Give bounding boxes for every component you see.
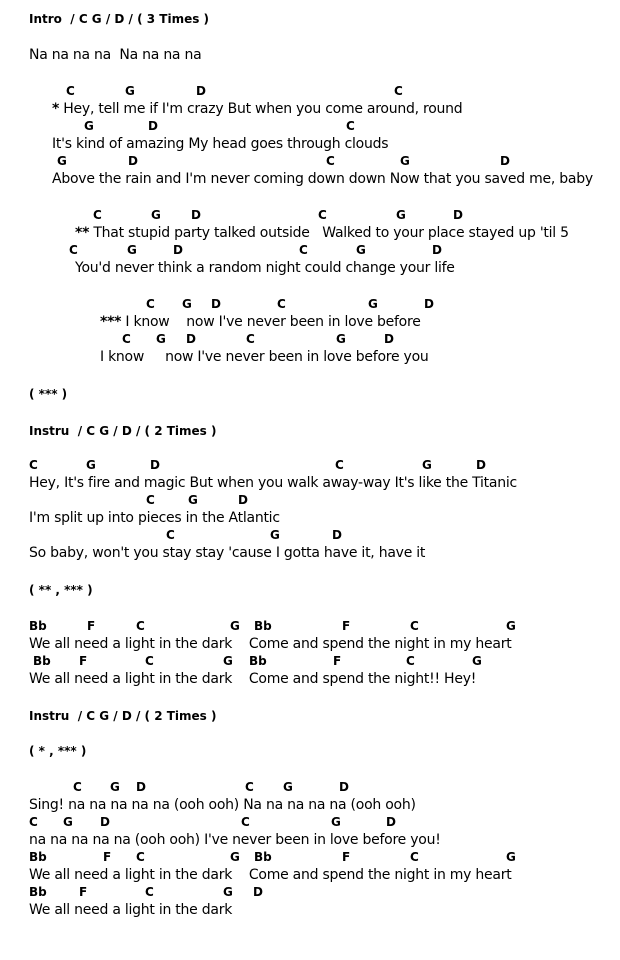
chord: D bbox=[128, 154, 138, 168]
chord: G bbox=[127, 243, 137, 257]
intro-header bbox=[29, 13, 209, 25]
chord: F bbox=[342, 619, 351, 633]
chord: C bbox=[66, 84, 75, 98]
chord: F bbox=[103, 850, 112, 864]
instru-label: Instru bbox=[29, 424, 70, 438]
chord-row bbox=[0, 886, 620, 900]
chord: D bbox=[386, 815, 396, 829]
chord: D bbox=[432, 243, 442, 257]
chord: C bbox=[277, 297, 286, 311]
chord-row bbox=[0, 209, 620, 223]
chord: C bbox=[146, 297, 155, 311]
chord: Bb bbox=[249, 654, 267, 668]
chord: D bbox=[384, 332, 394, 346]
repeat-marker: ( * , *** ) bbox=[29, 744, 87, 758]
chord: C bbox=[29, 458, 38, 472]
chord-row bbox=[0, 244, 620, 258]
chord: D bbox=[191, 208, 201, 222]
chord: D bbox=[196, 84, 206, 98]
lyric-line: We all need a light in the dark bbox=[29, 902, 233, 918]
chord: G bbox=[368, 297, 378, 311]
chord: G bbox=[84, 119, 94, 133]
chord: Bb bbox=[33, 654, 51, 668]
instru-pattern: / C G / D / ( 2 Times ) bbox=[77, 709, 217, 723]
chord: D bbox=[100, 815, 110, 829]
lyric-line: We all need a light in the dark Come and spend the night!! Hey! bbox=[29, 671, 477, 687]
lyric-line: Sing! na na na na na (ooh ooh) Na na na na na (ooh ooh) bbox=[29, 797, 416, 813]
chord-row bbox=[0, 298, 620, 312]
lyric-line: Above the rain and I'm never coming down down Now that you saved me, baby bbox=[52, 171, 593, 187]
lyric-line: It's kind of amazing My head goes through clouds bbox=[52, 136, 389, 152]
chord: G bbox=[151, 208, 161, 222]
chord: C bbox=[136, 619, 145, 633]
chord-row bbox=[0, 155, 620, 169]
lyric-text: I know now I've never been in love before bbox=[121, 314, 421, 330]
lyric-line: I'm split up into pieces in the Atlantic bbox=[29, 510, 280, 526]
chord: G bbox=[86, 458, 96, 472]
chord: G bbox=[506, 850, 516, 864]
chord: G bbox=[506, 619, 516, 633]
chord: C bbox=[335, 458, 344, 472]
lyric-line bbox=[75, 226, 569, 240]
chord: D bbox=[339, 780, 349, 794]
chord: C bbox=[166, 528, 175, 542]
instru-header bbox=[29, 710, 217, 722]
section-marker: ** bbox=[75, 225, 90, 241]
chord: C bbox=[145, 654, 154, 668]
chord: D bbox=[500, 154, 510, 168]
lyric-line: We all need a light in the dark Come and spend the night in my heart bbox=[29, 636, 512, 652]
chord: C bbox=[93, 208, 102, 222]
lyric-text: That stupid party talked outside Walked to your place stayed up 'til 5 bbox=[89, 225, 569, 241]
chord: G bbox=[270, 528, 280, 542]
chord-row bbox=[0, 781, 620, 795]
chord: G bbox=[182, 297, 192, 311]
lyric-line: na na na na na (ooh ooh) I've never been in love before you! bbox=[29, 832, 441, 848]
chord-row bbox=[0, 529, 620, 543]
chord: D bbox=[253, 885, 263, 899]
chord: C bbox=[246, 332, 255, 346]
section-marker: *** bbox=[100, 314, 122, 330]
chord: F bbox=[342, 850, 351, 864]
chord: D bbox=[186, 332, 196, 346]
lyric-line: Hey, It's fire and magic But when you walk away-way It's like the Titanic bbox=[29, 475, 517, 491]
lyric-line bbox=[100, 315, 421, 329]
chord: G bbox=[57, 154, 67, 168]
na-line: Na na na na Na na na na bbox=[29, 47, 202, 63]
chord: G bbox=[63, 815, 73, 829]
chord-row bbox=[0, 851, 620, 865]
chord: G bbox=[223, 654, 233, 668]
chord: C bbox=[146, 493, 155, 507]
lyric-line bbox=[52, 102, 462, 116]
chord: D bbox=[150, 458, 160, 472]
chord: D bbox=[424, 297, 434, 311]
chord: G bbox=[283, 780, 293, 794]
chord: C bbox=[394, 84, 403, 98]
chord: C bbox=[346, 119, 355, 133]
chord: C bbox=[29, 815, 38, 829]
chord: D bbox=[238, 493, 248, 507]
section-marker: * bbox=[52, 101, 60, 117]
chord: C bbox=[245, 780, 254, 794]
chord-row bbox=[0, 620, 620, 634]
chord: G bbox=[230, 850, 240, 864]
lyric-text: Hey, tell me if I'm crazy But when you come around, round bbox=[59, 101, 463, 117]
lyric-line: So baby, won't you stay stay 'cause I gotta have it, have it bbox=[29, 545, 426, 561]
instru-header bbox=[29, 425, 217, 437]
chord: C bbox=[122, 332, 131, 346]
chord: Bb bbox=[254, 619, 272, 633]
chord: G bbox=[110, 780, 120, 794]
chord-row bbox=[0, 655, 620, 669]
chord: D bbox=[136, 780, 146, 794]
chord: C bbox=[410, 619, 419, 633]
chord: G bbox=[223, 885, 233, 899]
chord: Bb bbox=[254, 850, 272, 864]
chord: C bbox=[241, 815, 250, 829]
chord: G bbox=[156, 332, 166, 346]
chord-row bbox=[0, 494, 620, 508]
chord: G bbox=[331, 815, 341, 829]
chord: G bbox=[230, 619, 240, 633]
chord: F bbox=[79, 885, 88, 899]
chord: C bbox=[318, 208, 327, 222]
chord: G bbox=[356, 243, 366, 257]
chord: D bbox=[332, 528, 342, 542]
chord: D bbox=[173, 243, 183, 257]
instru-pattern: / C G / D / ( 2 Times ) bbox=[77, 424, 217, 438]
chord: Bb bbox=[29, 619, 47, 633]
chord: Bb bbox=[29, 850, 47, 864]
chord-row bbox=[0, 816, 620, 830]
chord: C bbox=[69, 243, 78, 257]
chord: D bbox=[211, 297, 221, 311]
repeat-marker: ( ** , *** ) bbox=[29, 583, 93, 597]
chord: G bbox=[472, 654, 482, 668]
chord: C bbox=[326, 154, 335, 168]
lyric-line: We all need a light in the dark Come and spend the night in my heart bbox=[29, 867, 512, 883]
chord: F bbox=[79, 654, 88, 668]
chord-row bbox=[0, 120, 620, 134]
lyric-line: You'd never think a random night could change your life bbox=[75, 260, 455, 276]
chord: C bbox=[406, 654, 415, 668]
chord: D bbox=[148, 119, 158, 133]
chord: C bbox=[136, 850, 145, 864]
chord: D bbox=[453, 208, 463, 222]
chord: F bbox=[333, 654, 342, 668]
chord: G bbox=[336, 332, 346, 346]
chord: C bbox=[410, 850, 419, 864]
repeat-marker: ( *** ) bbox=[29, 387, 68, 401]
chord: G bbox=[422, 458, 432, 472]
chord-row bbox=[0, 459, 620, 473]
chord: C bbox=[145, 885, 154, 899]
chord: G bbox=[125, 84, 135, 98]
chord: C bbox=[299, 243, 308, 257]
chord: F bbox=[87, 619, 96, 633]
chord: G bbox=[400, 154, 410, 168]
chord-row bbox=[0, 85, 620, 99]
chord: D bbox=[476, 458, 486, 472]
instru-label: Instru bbox=[29, 709, 70, 723]
chord: Bb bbox=[29, 885, 47, 899]
chord: C bbox=[73, 780, 82, 794]
lyric-line: I know now I've never been in love before you bbox=[100, 349, 429, 365]
chord-row bbox=[0, 333, 620, 347]
intro-label: Intro bbox=[29, 12, 62, 26]
chord: G bbox=[396, 208, 406, 222]
chord: G bbox=[188, 493, 198, 507]
intro-pattern: / C G / D / ( 3 Times ) bbox=[70, 12, 210, 26]
